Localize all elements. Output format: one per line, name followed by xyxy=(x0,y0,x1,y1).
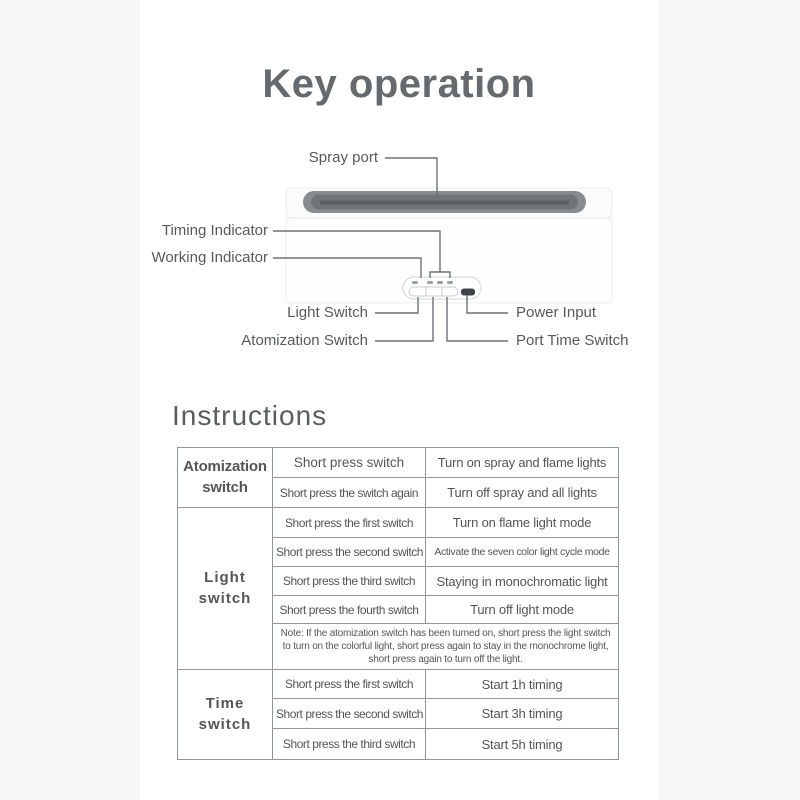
light-switch-label: Light Switch xyxy=(287,304,368,321)
panel-buttons xyxy=(409,287,458,296)
action-cell: Short press the switch again xyxy=(273,478,426,508)
working-indicator-label: Working Indicator xyxy=(151,249,268,266)
timing-indicator-label: Timing Indicator xyxy=(161,222,268,239)
timing-indicator-led-3h xyxy=(437,281,443,284)
action-cell: Short press the third switch xyxy=(273,567,426,596)
instructions-title: Instructions xyxy=(172,400,328,431)
working-indicator-led xyxy=(412,281,418,284)
atomization-switch-line xyxy=(375,297,433,341)
result-cell: Turn off spray and all lights xyxy=(426,478,619,508)
power-input-label: Power Input xyxy=(516,304,597,321)
power-input-port xyxy=(461,289,475,296)
action-cell: Short press the first switch xyxy=(273,670,426,699)
result-cell: Turn off light mode xyxy=(426,596,619,624)
action-cell: Short press the second switch xyxy=(273,699,426,729)
spray-slot xyxy=(320,201,569,205)
result-cell: Start 5h timing xyxy=(426,729,619,760)
action-cell: Short press the first switch xyxy=(273,508,426,538)
timing-indicator-led-5h xyxy=(447,281,453,284)
table-row xyxy=(178,508,619,538)
action-cell: Short press the third switch xyxy=(273,729,426,760)
port-time-switch-label: Port Time Switch xyxy=(516,332,629,349)
result-cell: Turn on spray and flame lights xyxy=(426,448,619,478)
group-label-atomization-switch: Atomization switch xyxy=(178,448,273,508)
page-title: Key operation xyxy=(262,62,536,106)
port-time-switch-line xyxy=(447,297,508,341)
result-cell: Staying in monochromatic light xyxy=(426,567,619,596)
spray-port-label: Spray port xyxy=(308,149,378,166)
instructions-table xyxy=(177,447,619,760)
action-cell: Short press the fourth switch xyxy=(273,596,426,624)
action-cell: Short press the second switch xyxy=(273,538,426,567)
result-cell: Start 1h timing xyxy=(426,670,619,699)
table-row xyxy=(178,448,619,478)
note-cell: Note: If the atomization switch has been turned on, short press the light switch to turn on the colorful light, short press again to stay in the monochrome light, short press again to turn off the light. xyxy=(273,624,619,670)
group-label-time-switch: Time switch xyxy=(178,670,273,760)
table-row xyxy=(178,670,619,699)
timing-indicator-led-1h xyxy=(427,281,433,284)
result-cell: Activate the seven color light cycle mode xyxy=(426,538,619,567)
result-cell: Turn on flame light mode xyxy=(426,508,619,538)
result-cell: Start 3h timing xyxy=(426,699,619,729)
action-cell: Short press switch xyxy=(273,448,426,478)
atomization-switch-label: Atomization Switch xyxy=(241,332,368,349)
group-label-light-switch: Light switch xyxy=(178,508,273,670)
